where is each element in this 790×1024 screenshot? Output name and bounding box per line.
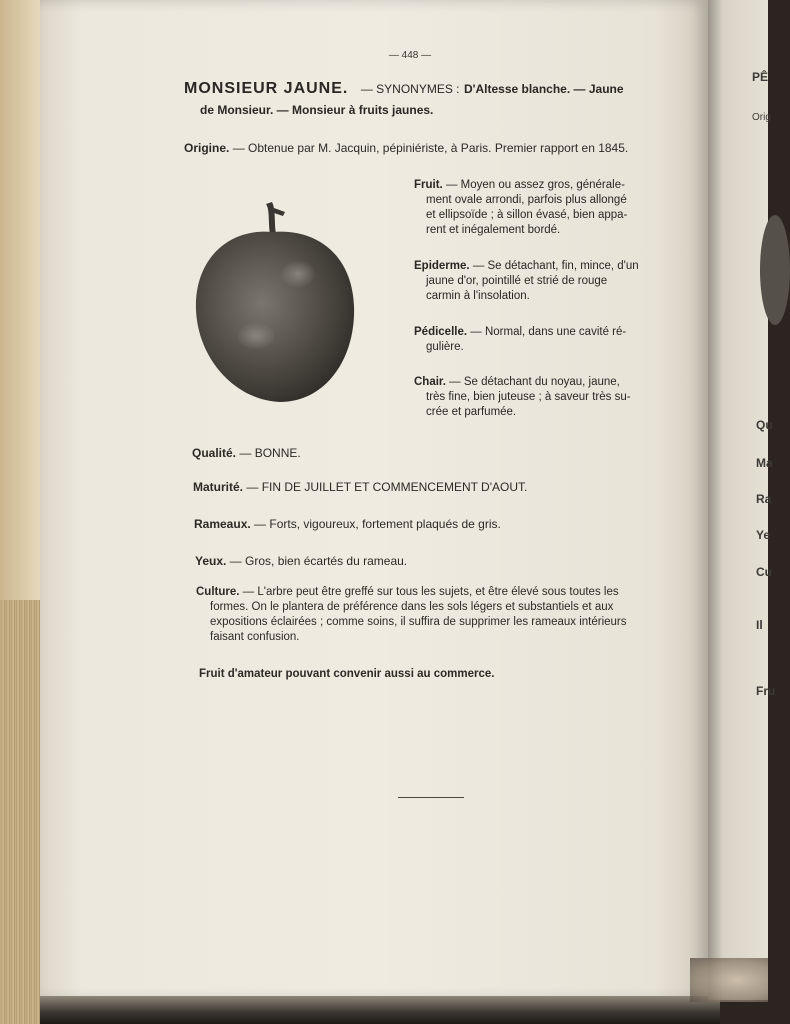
qualite-paragraph [192, 446, 301, 461]
chair-line: très fine, bien juteuse ; à saveur très su- [426, 391, 631, 403]
pedicelle-line: — Normal, dans une cavité ré- [470, 326, 627, 338]
maturite-label: Maturité. [193, 480, 244, 494]
plum-highlight [280, 260, 316, 288]
culture-line: — L'arbre peut être greffé sur tous les sujets, et être élevé sous toutes les [242, 586, 619, 598]
culture-line: expositions éclairées ; comme soins, il suffira de supprimer les rameaux intérieurs [210, 616, 627, 628]
facing-page-fragment: Fru [756, 684, 776, 698]
rameaux-label: Rameaux. [194, 517, 251, 531]
facing-page-fragment: Ra [756, 492, 772, 506]
facing-page-fragment: Ye [756, 528, 771, 542]
plum-stem [266, 202, 276, 234]
facing-page-illustration [760, 215, 790, 325]
epiderme-label: Epiderme. [414, 260, 470, 272]
synonyms-label: — SYNONYMES : [360, 82, 460, 96]
origine-paragraph [184, 141, 664, 156]
facing-page-fragment: Qu [756, 418, 773, 432]
book-page-shadow [40, 996, 720, 1024]
plum-body [196, 232, 354, 402]
fruit-line: rent et inégalement bordé. [426, 224, 561, 236]
origine-label: Origine. [184, 141, 230, 155]
epiderme-line: jaune d'or, pointillé et strié de rouge [426, 275, 608, 287]
conclusion-text: Fruit d'amateur pouvant convenir aussi au commerce. [199, 668, 495, 680]
maturite-text: — FIN DE JUILLET ET COMMENCEMENT D'AOUT. [246, 480, 528, 494]
synonyms-line2: de Monsieur. — Monsieur à fruits jaunes. [200, 103, 434, 117]
fruit-line: — Moyen ou assez gros, générale- [445, 179, 625, 191]
epiderme-description [414, 259, 654, 304]
culture-paragraph [196, 585, 666, 645]
plum-illustration [190, 198, 362, 408]
pedicelle-line: gulière. [426, 341, 464, 353]
culture-line: formes. On le plantera de préférence dans les sols légers et substantiels et aux [210, 601, 614, 613]
pedicelle-description [414, 325, 654, 355]
epiderme-line: carmin à l'insolation. [426, 290, 530, 302]
yeux-paragraph [195, 554, 407, 569]
chair-description [414, 375, 654, 420]
facing-page-header: PÊ [752, 70, 769, 84]
epiderme-line: — Se détachant, fin, mince, d'un [472, 260, 639, 272]
rameaux-paragraph [194, 517, 501, 532]
entry-title [184, 80, 654, 98]
facing-page-fragment: Cu [756, 565, 772, 579]
yeux-label: Yeux. [195, 554, 227, 568]
chair-label: Chair. [414, 376, 446, 388]
synonyms-line1: D'Altesse blanche. — Jaune [463, 82, 624, 96]
qualite-text: — BONNE. [239, 446, 301, 460]
culture-line: faisant confusion. [210, 631, 300, 643]
variety-name: MONSIEUR JAUNE. [184, 80, 349, 97]
yeux-text: — Gros, bien écartés du rameau. [229, 554, 408, 568]
fruit-description [414, 178, 654, 238]
chair-line: crée et parfumée. [426, 406, 517, 418]
pedicelle-label: Pédicelle. [414, 326, 468, 338]
qualite-label: Qualité. [192, 446, 237, 460]
facing-page-fragment: Ma [756, 456, 773, 470]
fruit-line: ment ovale arrondi, parfois plus allongé [426, 194, 627, 206]
page-number: — 448 — [388, 50, 432, 61]
rameaux-text: — Forts, vigoureux, fortement plaqués de gris. [254, 517, 501, 531]
facing-page [708, 0, 776, 1000]
plum-highlight [236, 322, 276, 350]
plum-stem-tip [274, 208, 285, 216]
maturite-paragraph [193, 480, 527, 495]
photo-artifact [690, 958, 768, 1002]
section-divider [398, 797, 464, 798]
facing-page-fragment: Il [756, 618, 763, 632]
facing-page-origine: Orig [752, 112, 771, 123]
chair-line: — Se détachant du noyau, jaune, [449, 376, 620, 388]
fruit-line: et ellipsoïde ; à sillon évasé, bien appa- [426, 209, 628, 221]
culture-label: Culture. [196, 586, 240, 598]
origine-text: — Obtenue par M. Jacquin, pépiniériste, à Paris. Premier rapport en 1845. [232, 141, 629, 155]
fruit-label: Fruit. [414, 179, 443, 191]
